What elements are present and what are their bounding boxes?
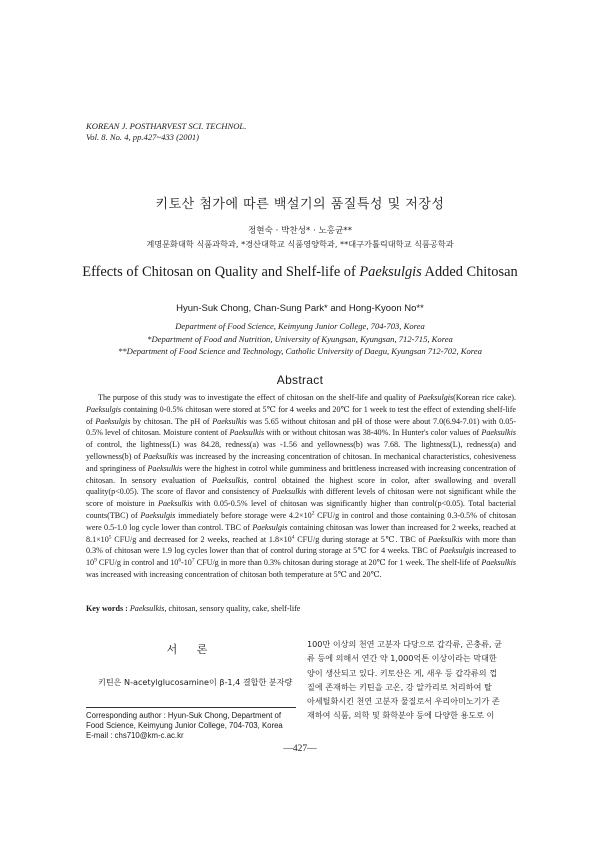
abstract-species-name: Paeksulkis bbox=[229, 428, 265, 438]
abstract-species-name: Paeksulgis bbox=[140, 510, 176, 520]
footnote-line: Corresponding author : Hyun-Suk Chong, Department of bbox=[86, 711, 282, 720]
korean-title: 키토산 첨가에 따른 백설기의 품질특성 및 저장성 bbox=[155, 197, 445, 212]
keywords bbox=[86, 604, 516, 613]
abstract-species-name: Paeksulgis bbox=[95, 416, 131, 426]
abstract-species-name: Paeksulkis bbox=[158, 499, 193, 509]
abstract-body bbox=[86, 392, 516, 581]
footnote-divider bbox=[86, 707, 296, 708]
abstract-text: were the highest in cotrol while gumminess and brittleness increased with increasing concentration of chitosan. In sensory evaluation of bbox=[86, 463, 516, 485]
abstract-paragraph bbox=[86, 392, 516, 581]
keywords-rest: , chitosan, sensory quality, cake, shelf-life bbox=[164, 604, 301, 613]
corresponding-author-footnote bbox=[86, 711, 298, 741]
abstract-species-name: Paeksulkis bbox=[212, 475, 247, 485]
abstract-text: immediately before storage were 4.2×10 bbox=[175, 510, 312, 520]
english-title-main: Effects of Chitosan on Quality and Shelf-life of bbox=[82, 264, 360, 280]
keyword-term: Paeksulkis bbox=[129, 604, 165, 613]
affiliation-line: *Department of Food and Nutrition, University of Kyungsan, Kyungsan, 712-715, Korea bbox=[147, 333, 453, 344]
abstract-text: was 5.65 without chitosan and pH of those were about 7.0(6.94-7.01) with 0.05-0.5% level of chitosan. Moisture content of bbox=[86, 416, 516, 438]
abstract-text: was increased with increasing concentration of chitosan both temperature at 5℃ and 20℃. bbox=[86, 569, 382, 579]
abstract-text: CFU/g in control and those containing 0.3-0.5% of chitosan were 0.5-1.0 log cycle lower than control. TBC of bbox=[86, 510, 516, 532]
abstract-heading: Abstract bbox=[276, 373, 324, 387]
abstract-species-name: Paeksulgis bbox=[439, 546, 475, 556]
abstract-superscript: 5 bbox=[108, 533, 112, 540]
intro-paragraph-start: 키틴은 N-acetylglucosamine이 β-1,4 결합한 분자량 bbox=[98, 677, 293, 687]
left-column bbox=[86, 641, 296, 688]
abstract-text: CFU/g in more than 0.3% chitosan during storage at 20℃ for 1 week. The shelf-life of bbox=[194, 558, 482, 568]
abstract-text: The purpose of this study was to investigate the effect of chitosan on the shelf-life and quality of bbox=[98, 393, 419, 402]
body-line: 100만 이상의 천연 고분자 다당으로 갑각류, 곤충류, 균 bbox=[307, 639, 502, 649]
abstract-species-name: Paeksulkis bbox=[428, 534, 463, 544]
body-line: 재하여 식품, 의학 및 화학분야 등에 다양한 용도로 이 bbox=[307, 710, 495, 721]
footnote-email: E-mail : chs710@km-c.ac.kr bbox=[86, 731, 184, 740]
abstract-superscript: 4 bbox=[291, 533, 295, 540]
journal-header bbox=[86, 121, 246, 143]
abstract-text: CFU/g during storage at 5℃. TBC of bbox=[294, 534, 429, 544]
introduction-heading: 서 론 bbox=[166, 643, 216, 656]
abstract-text: with 0.05-0.5% level of chitosan was significantly higher than control(p<0.05). Total bacterial counts(TBC) of bbox=[86, 499, 516, 520]
abstract-species-name: Paeksulkis bbox=[212, 416, 247, 426]
korean-affiliations: 계명문화대학 식품과학과, *경산대학교 식품영양학과, **대구가톨릭대학교 식품공학과 bbox=[146, 239, 454, 249]
english-affiliations bbox=[0, 320, 600, 358]
abstract-species-name: Paeksulkis bbox=[143, 451, 178, 461]
english-title-end: Added Chitosan bbox=[421, 264, 518, 280]
right-column bbox=[307, 637, 515, 723]
abstract-text: , control obtained the highest score in color, after swallowing and overall quality(p<0.05). The score of flavor and consistency of bbox=[86, 475, 516, 497]
abstract-text: containing chitosan was lower than increased for 2 weeks, reached at 8.1×10 bbox=[86, 522, 516, 544]
journal-issue: Vol. 8. No. 4, pp.427~433 (2001) bbox=[86, 132, 200, 142]
abstract-species-name: Paeksulgis bbox=[86, 404, 122, 414]
body-line: 류 등에 의해서 연간 약 1,000억톤 이상이라는 막대한 bbox=[307, 653, 497, 664]
abstract-text: increased to 10 bbox=[86, 546, 516, 568]
abstract-text: with or without chitosan was 38-40%. In Hunter's color values of bbox=[264, 428, 482, 438]
abstract-species-name: Paeksulgis bbox=[418, 393, 454, 402]
page-number: —427— bbox=[283, 744, 317, 754]
abstract-superscript: 9 bbox=[94, 557, 97, 564]
abstract-species-name: Paeksulkis bbox=[271, 487, 307, 497]
abstract-superscript: 2 bbox=[311, 510, 315, 517]
abstract-text: CFU/g and decreased for 2 weeks, reached at 1.8×10 bbox=[111, 534, 292, 544]
abstract-text: was increased by the increasing concentration of chitosan. In mechanical characteristics, cohesiveness and springiness of bbox=[86, 451, 516, 473]
abstract-text: with different levels of chitosan were not significant while the score of moisture in bbox=[86, 487, 516, 509]
english-title bbox=[0, 264, 600, 281]
abstract-species-name: Paeksulkis bbox=[481, 558, 516, 568]
body-line: 아세틸화시킨 천연 고분자 물질로서 우리아미노기가 존 bbox=[307, 696, 500, 707]
abstract-species-name: Paeksulgis bbox=[252, 522, 288, 532]
body-line: 질에 존재하는 키틴을 고온, 강 알카리로 처리하여 탈 bbox=[307, 681, 492, 692]
abstract-text: by chitosan. The pH of bbox=[130, 416, 213, 426]
abstract-text: (Korean rice cake). bbox=[453, 393, 517, 402]
affiliation-line: **Department of Food Science and Technology, Catholic University of Daegu, Kyungsan 712-702, Korea bbox=[118, 346, 482, 356]
abstract-text: -10 bbox=[181, 558, 192, 568]
korean-authors: 정현숙 · 박찬성* · 노홍균** bbox=[248, 226, 352, 236]
abstract-species-name: Paeksulkis bbox=[147, 463, 183, 473]
english-authors: Hyun-Suk Chong, Chan-Sung Park* and Hong-Kyoon No** bbox=[176, 303, 424, 314]
abstract-species-name: Paeksulkis bbox=[481, 428, 517, 438]
abstract-superscript: 6 bbox=[178, 557, 182, 564]
abstract-superscript: 7 bbox=[191, 557, 195, 564]
journal-name: KOREAN J. POSTHARVEST SCI. TECHNOL. bbox=[86, 121, 247, 131]
abstract-text: with more than 0.3% of chitosan were 1.9 log cycles lower than that of control during storage at 5℃ for 4 weeks. TBC of bbox=[86, 534, 516, 556]
abstract-text: of control, the lightness(L) was 84.28, redness(a) was -1.56 and yellowness(b) was 7.68. The lightness(L), redness(a) and yellowness(b) of bbox=[86, 440, 516, 461]
keywords-label: Key words : bbox=[86, 604, 128, 613]
abstract-text: CFU/g in control and 10 bbox=[96, 558, 179, 568]
body-line: 양이 생산되고 있다. 키토산은 게, 새우 등 갑각류의 껍 bbox=[307, 667, 497, 678]
footnote-line: Food Science, Keimyung Junior College, 704-703, Korea bbox=[86, 721, 283, 730]
affiliation-line: Department of Food Science, Keimyung Junior College, 704-703, Korea bbox=[175, 321, 425, 331]
abstract-text: containing 0-0.5% chitosan were stored at 5℃ for 4 weeks and 20℃ for 1 week to test the effect of extending shelf-life of bbox=[86, 404, 516, 426]
english-title-species: Paeksulgis bbox=[359, 264, 422, 280]
